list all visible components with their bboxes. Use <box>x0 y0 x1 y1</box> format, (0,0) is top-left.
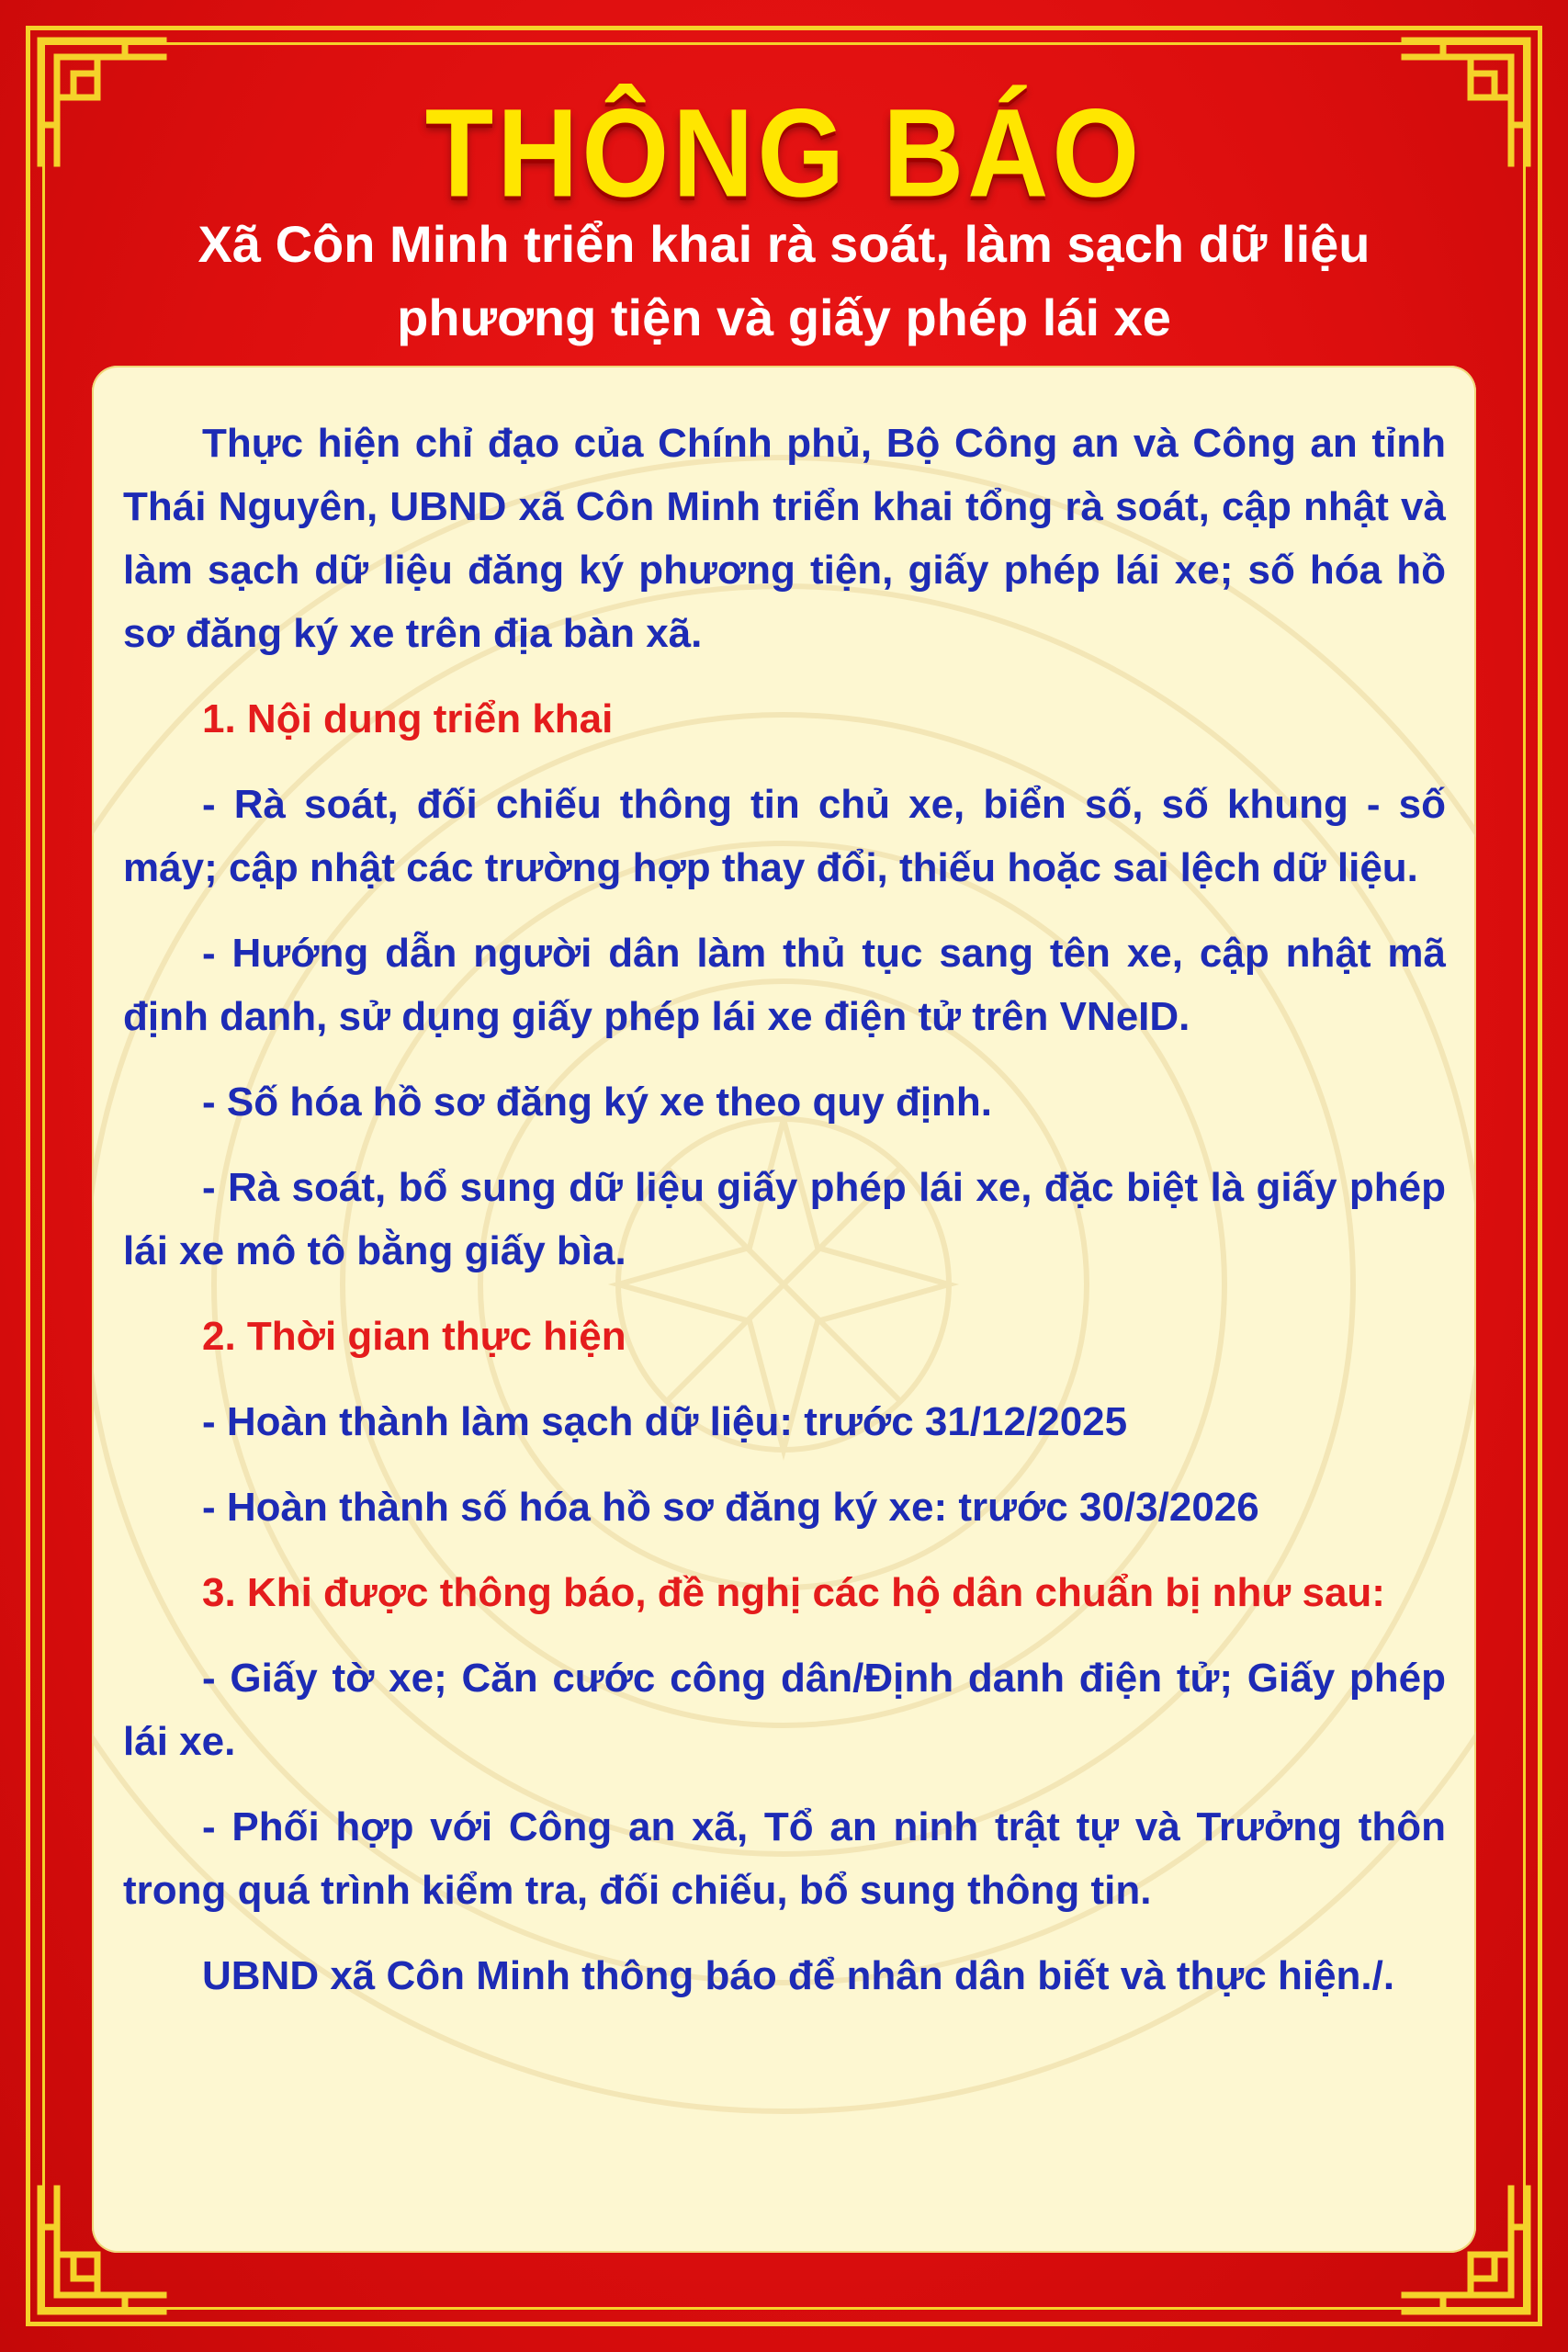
list-item: - Số hóa hồ sơ đăng ký xe theo quy định. <box>202 1080 993 1125</box>
notice-body <box>123 412 1446 2030</box>
closing-paragraph: UBND xã Côn Minh thông báo để nhân dân biết và thực hiện./. <box>202 1953 1395 1998</box>
section-heading-3: 3. Khi được thông báo, đề nghị các hộ dân chuẩn bị như sau: <box>202 1570 1385 1615</box>
content-panel <box>92 366 1476 2253</box>
section-heading-2: 2. Thời gian thực hiện <box>202 1314 626 1359</box>
list-item: - Hướng dẫn người dân làm thủ tục sang tên xe, cập nhật mã định danh, sử dụng giấy phép lái xe điện tử trên VNeID. <box>123 931 1446 1039</box>
notice-subtitle: Xã Côn Minh triển khai rà soát, làm sạch dữ liệu phương tiện và giấy phép lái xe <box>197 215 1371 346</box>
list-item: - Giấy tờ xe; Căn cước công dân/Định danh điện tử; Giấy phép lái xe. <box>123 1656 1446 1764</box>
intro-paragraph: Thực hiện chỉ đạo của Chính phủ, Bộ Công an và Công an tỉnh Thái Nguyên, UBND xã Côn Minh triển khai tổng rà soát, cập nhật và làm sạch dữ liệu đăng ký phương tiện, giấy phép lái xe; số hóa hồ sơ đăng ký xe trên địa bàn xã. <box>123 421 1446 656</box>
list-item: - Rà soát, bổ sung dữ liệu giấy phép lái xe, đặc biệt là giấy phép lái xe mô tô bằng giấy bìa. <box>123 1165 1446 1273</box>
list-item: - Phối hợp với Công an xã, Tổ an ninh trật tự và Trưởng thôn trong quá trình kiểm tra, đối chiếu, bổ sung thông tin. <box>123 1804 1446 1913</box>
notice-title: THÔNG BÁO <box>424 83 1144 223</box>
list-item: - Hoàn thành làm sạch dữ liệu: trước 31/12/2025 <box>202 1399 1128 1444</box>
section-heading-1: 1. Nội dung triển khai <box>202 696 614 741</box>
list-item: - Rà soát, đối chiếu thông tin chủ xe, biển số, số khung - số máy; cập nhật các trường hợp thay đổi, thiếu hoặc sai lệch dữ liệu. <box>123 782 1446 890</box>
list-item: - Hoàn thành số hóa hồ sơ đăng ký xe: trước 30/3/2026 <box>202 1485 1259 1530</box>
